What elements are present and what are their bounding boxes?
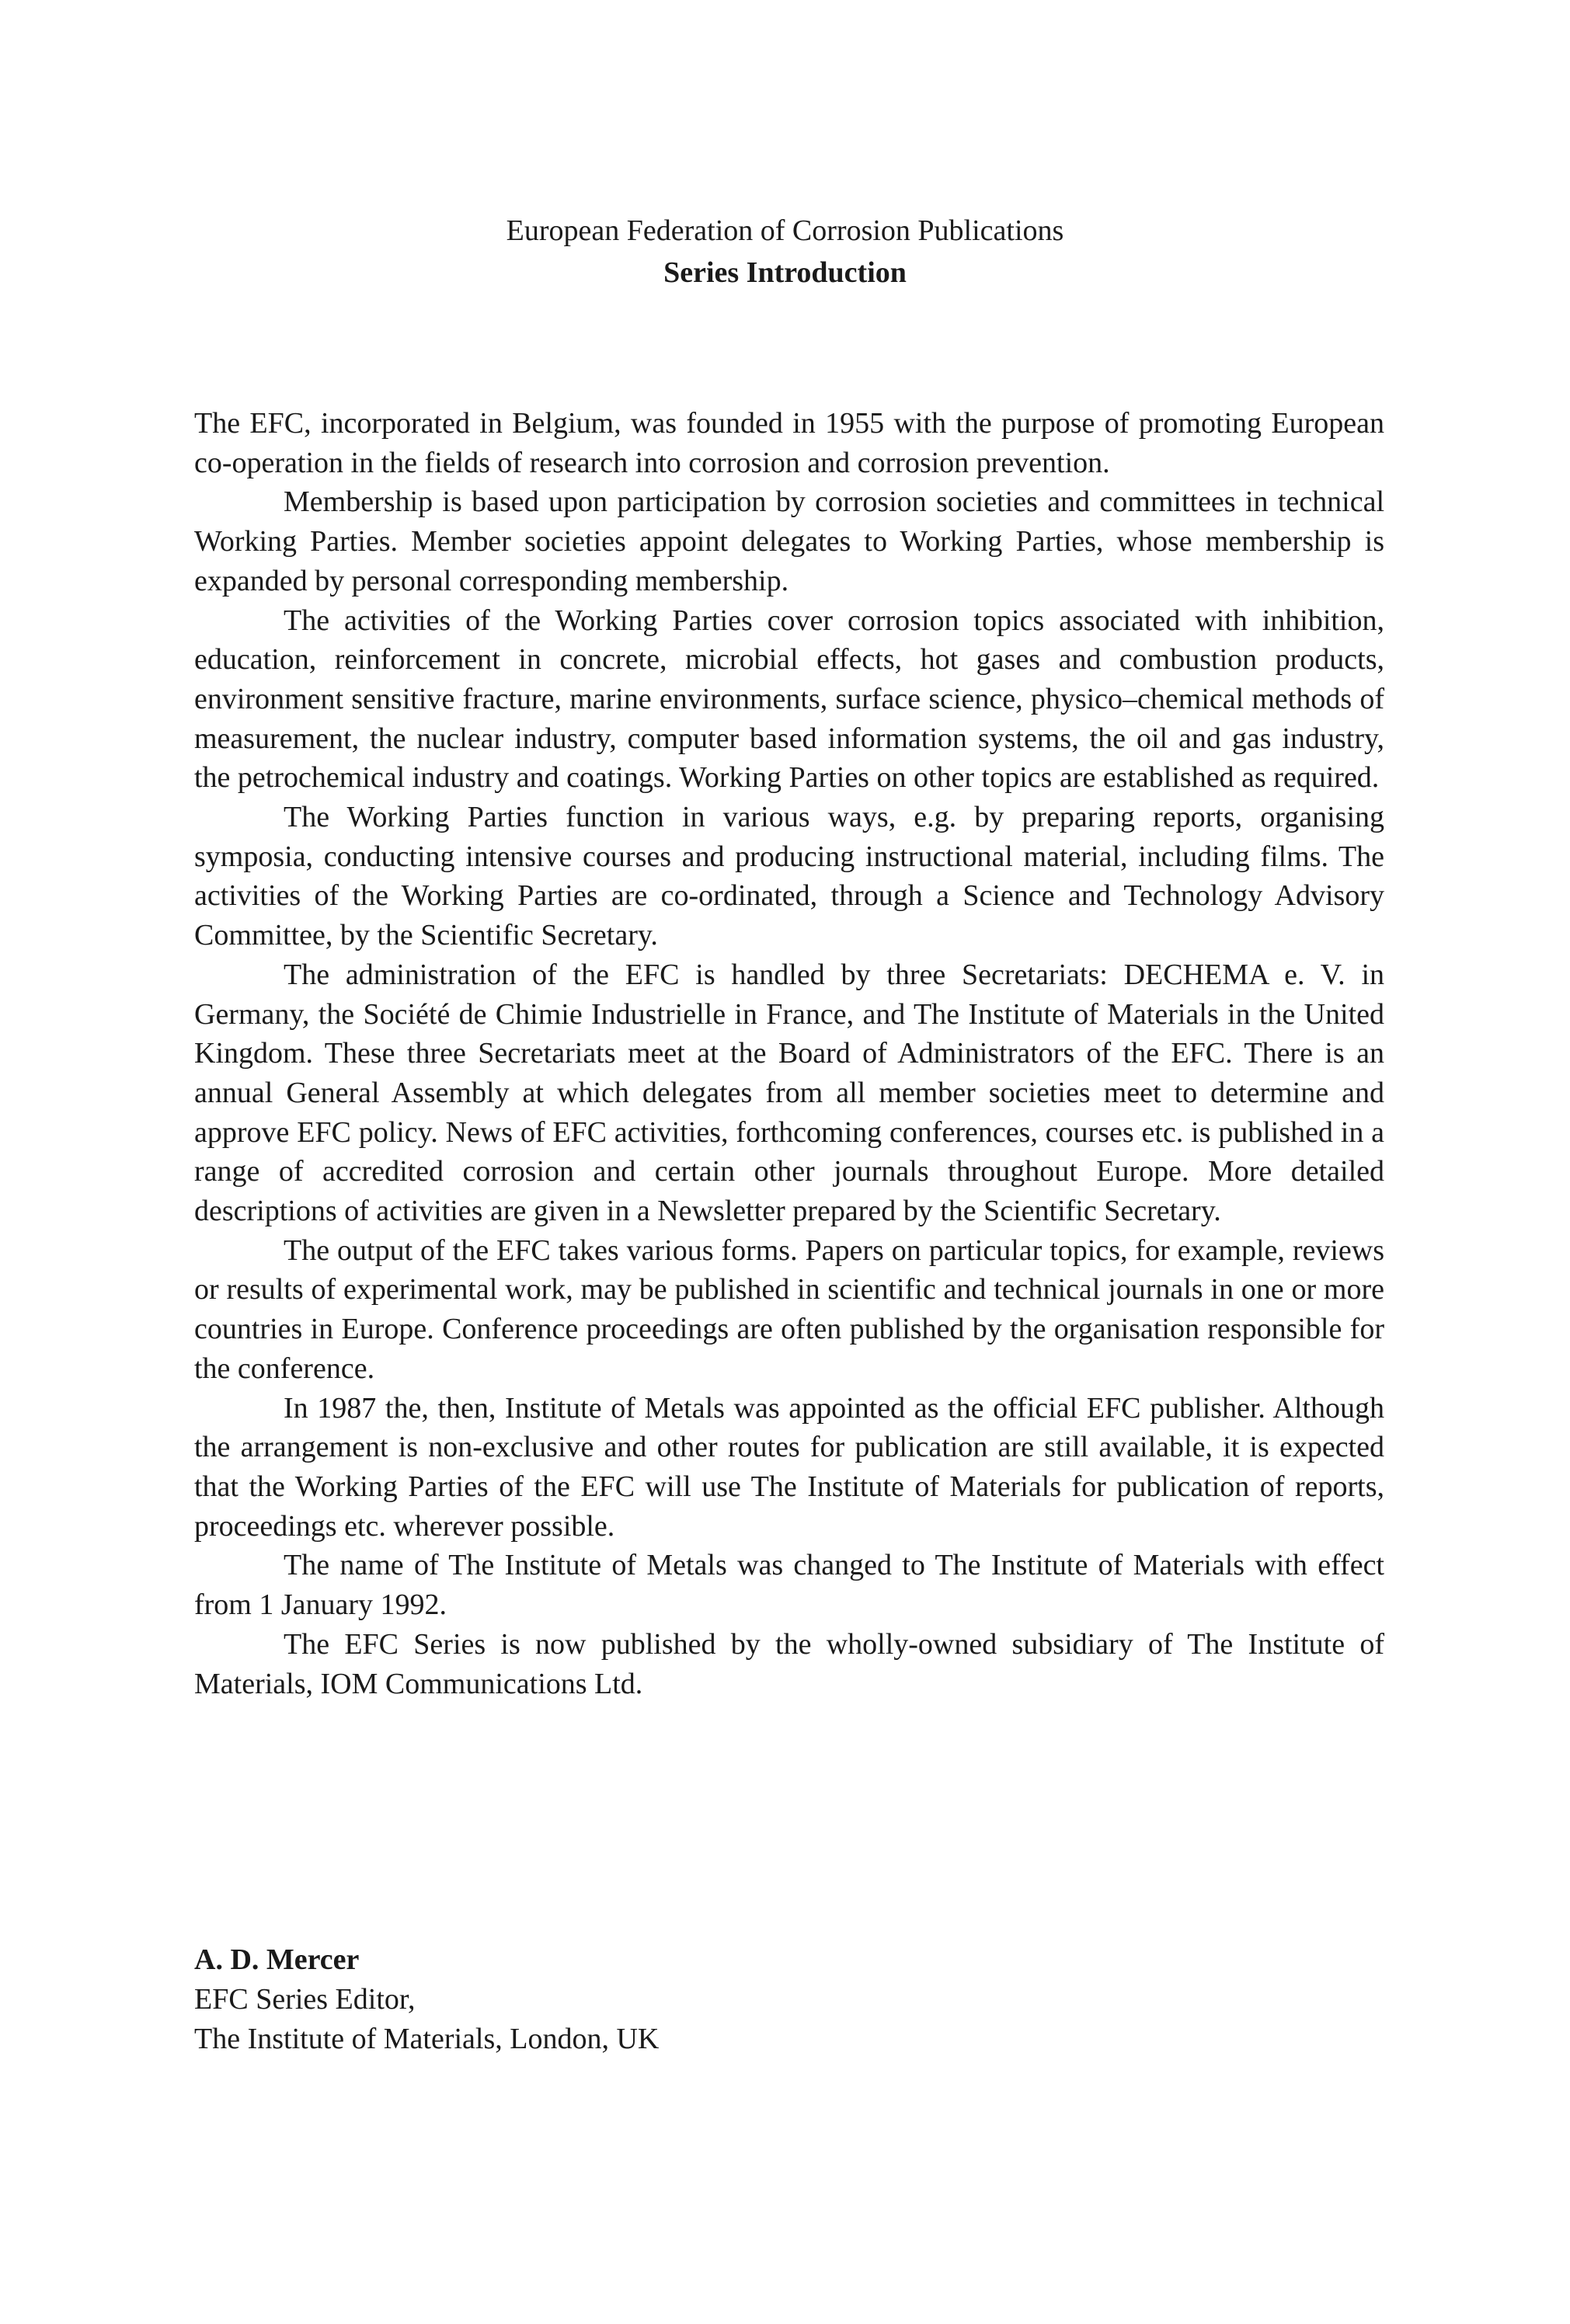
editor-affiliation: The Institute of Materials, London, UK [194,2023,660,2055]
page-header [0,210,1570,294]
paragraph-publisher: In 1987 the, then, Institute of Metals was appointed as the official EFC publisher. Although the arrangement is non-exclusive and other routes for publication are still available, it is expected that the Working Parties of the EFC will use The Institute of Materials for publication of reports, proceedings etc. wherever possible. [194,1391,1384,1543]
paragraph-activities: The activities of the Working Parties cover corrosion topics associated with inhibition, education, reinforcement in concrete, microbial effects, hot gases and combustion products, environment sensitive fracture, marine environments, surface science, physico–chemical methods of measurement, the nuclear industry, computer based information systems, the oil and gas industry, the petrochemical industry and coatings. Working Parties on other topics are established as required. [194,604,1384,795]
section-title: Series Introduction [663,256,907,289]
paragraph-output: The output of the EFC takes various forms. Papers on particular topics, for example, reviews or results of experimental work, may be published in scientific and technical journals in one or more countries in Europe. Conference proceedings are often published by the organisation responsible for the conference. [194,1233,1384,1385]
editor-role: EFC Series Editor, [194,1983,416,2016]
signature-block [194,1940,659,2059]
paragraph-membership: Membership is based upon participation by corrosion societies and committees in technical Working Parties. Member societies appoint delegates to Working Parties, whose membership is expanded by personal corresponding membership. [194,485,1384,597]
paragraph-administration: The administration of the EFC is handled by three Secretariats: DECHEMA e. V. in Germany, the Société de Chimie Industrielle in France, and The Institute of Materials in the United Kingdom. These three Secretariats meet at the Board of Administrators of the EFC. There is an annual General Assembly at which delegates from all member societies meet to determine and approve EFC policy. News of EFC activities, forthcoming conferences, courses etc. is published in a range of accredited corrosion and certain other journals throughout Europe. More detailed descriptions of activities are given in a Newsletter prepared by the Scientific Secretary. [194,958,1384,1228]
editor-name: A. D. Mercer [194,1943,360,1976]
body-text [194,404,1384,1703]
paragraph-working-parties: The Working Parties function in various ways, e.g. by preparing reports, organising symposia, conducting intensive courses and producing instructional material, including films. The activities of the Working Parties are co-ordinated, through a Science and Technology Advisory Committee, by the Scientific Secretary. [194,801,1384,952]
paragraph-founding: The EFC, incorporated in Belgium, was founded in 1955 with the purpose of promoting European co-operation in the fields of research into corrosion and corrosion prevention. [194,407,1384,479]
paragraph-current-publisher: The EFC Series is now published by the wholly-owned subsidiary of The Institute of Materials, IOM Communications Ltd. [194,1627,1384,1700]
publication-series-title: European Federation of Corrosion Publications [506,214,1064,247]
paragraph-name-change: The name of The Institute of Metals was changed to The Institute of Materials with effect from 1 January 1992. [194,1549,1384,1622]
